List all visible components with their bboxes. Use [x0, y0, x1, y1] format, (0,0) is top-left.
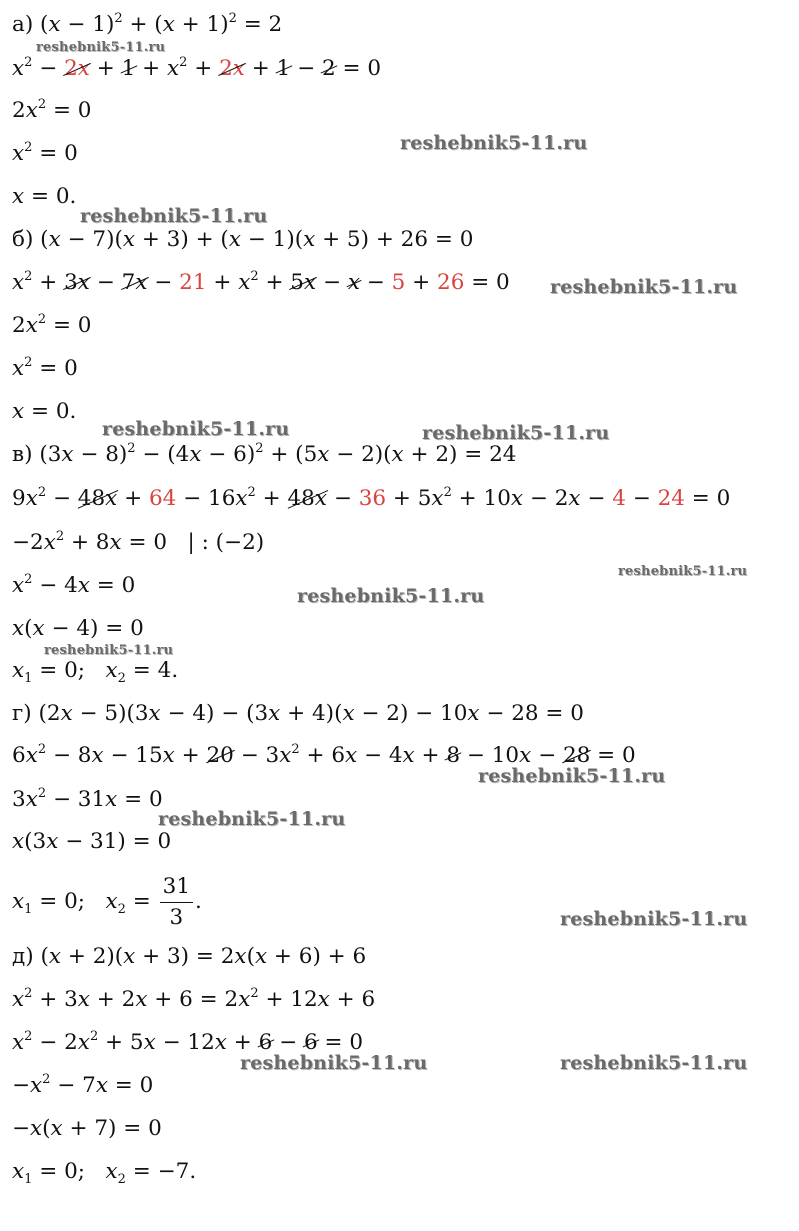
watermark: reshebnik5-11.ru [158, 808, 346, 830]
part-v-equation: в) $(3x - 8)^2 - (4x - 6)^2 + (5x - 2)(x + 2) = 24$ [12, 441, 517, 467]
part-a-label: а) [12, 12, 34, 37]
part-a-step-2: $2x^2 = 0$ [12, 97, 92, 123]
part-g-step-2: $3x^2 - 31x = 0$ [12, 786, 163, 812]
part-b-equation: б) (x − 7)(x + 3) + (x − 1)(x + 5) + 26 = 0 [12, 227, 474, 252]
part-g-step-3: x(3x − 31) = 0 [12, 829, 172, 854]
part-d-step-4: −x(x + 7) = 0 [12, 1116, 162, 1141]
watermark: reshebnik5-11.ru [560, 1052, 748, 1074]
part-a-answer: x = 0. [12, 184, 77, 209]
part-b-step-3: $x^2 = 0$ [12, 355, 78, 381]
watermark: reshebnik5-11.ru [560, 908, 748, 930]
watermark: reshebnik5-11.ru [400, 132, 588, 154]
watermark: reshebnik5-11.ru [240, 1052, 428, 1074]
part-g-step-1: $6x^2 - 8x - 15x + 20 - 3x^2 + 6x - 4x + 8 - 10x - 28 = 0$ [12, 742, 636, 768]
watermark: reshebnik5-11.ru [478, 765, 666, 787]
divide-note: | : (−2) [187, 530, 265, 555]
part-d-step-3: $-x^2 - 7x = 0$ [12, 1072, 154, 1098]
watermark: reshebnik5-11.ru [297, 585, 485, 607]
watermark: reshebnik5-11.ru [44, 643, 174, 658]
part-g-equation: г) (2x − 5)(3x − 4) − (3x + 4)(x − 2) − 10x − 28 = 0 [12, 701, 584, 726]
part-b-answer: x = 0. [12, 399, 77, 424]
watermark: reshebnik5-11.ru [618, 564, 748, 579]
part-b-step-2: $2x^2 = 0$ [12, 312, 92, 338]
watermark: reshebnik5-11.ru [550, 276, 738, 298]
part-d-equation: д) (x + 2)(x + 3) = 2x(x + 6) + 6 [12, 944, 367, 969]
part-v-step-3: $x^2 - 4x = 0$ [12, 572, 136, 598]
part-v-label: в) [12, 442, 33, 467]
part-a-step-3: $x^2 = 0$ [12, 140, 78, 166]
part-d-label: д) [12, 944, 34, 969]
part-v-step-2: $-2x^2 + 8x = 0$ | : (−2) [12, 529, 265, 555]
part-v-step-4: x(x − 4) = 0 [12, 616, 144, 641]
part-d-step-1: $x^2 + 3x + 2x + 6 = 2x^2 + 12x + 6$ [12, 986, 376, 1012]
part-v-step-1: $9x^2 - 48x + 64 - 16x^2 + 48x - 36 + 5x^2 + 10x - 2x - 4 - 24 = 0$ [12, 485, 731, 511]
part-b-step-1: $x^2 + 3x - 7x - 21 + x^2 + 5x - x - 5 + 26 = 0$ [12, 269, 510, 295]
watermark: reshebnik5-11.ru [422, 422, 610, 444]
watermark: reshebnik5-11.ru [102, 418, 290, 440]
part-d-step-2: $x^2 - 2x^2 + 5x - 12x + 6 - 6 = 0$ [12, 1029, 364, 1055]
watermark: reshebnik5-11.ru [80, 205, 268, 227]
part-a-equation: а) $(x - 1)^2 + (x + 1)^2 = 2$ [12, 11, 283, 37]
part-a-step-1: $x^2 - 2x + 1 + x^2 + 2x + 1 - 2 = 0$ [12, 55, 382, 81]
part-g-answer: $x_1 = 0$; $x_2$ = $\frac{31}{3}$ . [12, 870, 202, 934]
fraction: $\frac{31}{3}$ [160, 872, 193, 933]
part-b-label: б) [12, 227, 34, 252]
part-d-answer: $x_1 = 0$; $x_2 = -7$. [12, 1159, 197, 1187]
part-g-label: г) [12, 701, 32, 726]
part-v-answer: $x_1 = 0$; $x_2 = 4$. [12, 658, 179, 686]
watermark: reshebnik5-11.ru [36, 40, 166, 55]
